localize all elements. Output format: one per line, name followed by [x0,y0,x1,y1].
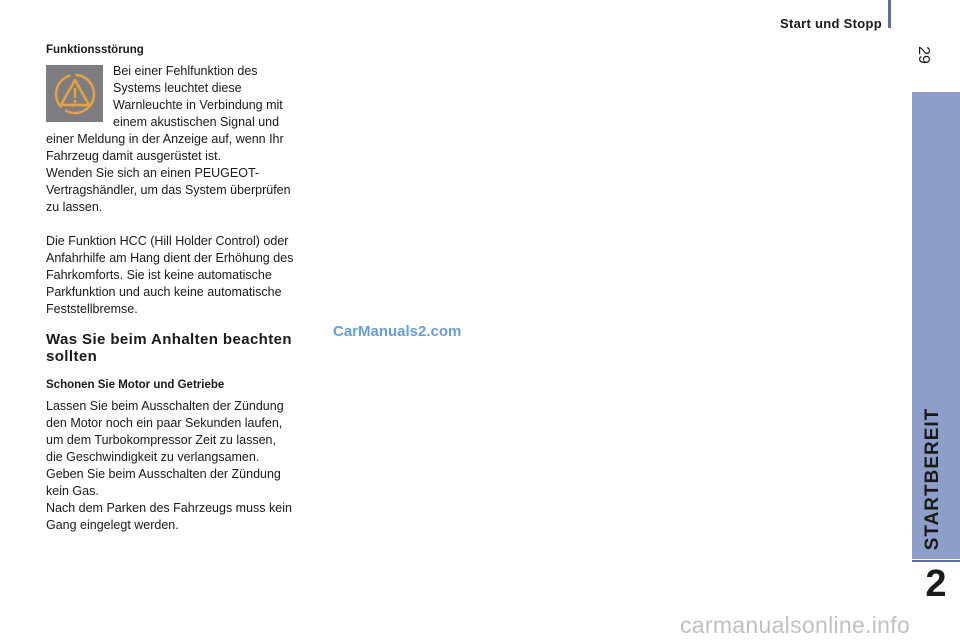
text-line: Fahrzeug damit ausgerüstet ist. [46,149,222,163]
text-line: Wenden Sie sich an einen PEUGEOT- [46,166,260,180]
text-line: Fahrkomforts. Sie ist keine automatische [46,268,272,282]
subheading-engine: Schonen Sie Motor und Getriebe [46,379,225,391]
warning-text [113,63,283,131]
section-title-malfunction: Funktionsstörung [46,44,144,56]
text-line: die Geschwindigkeit zu verlangsamen. [46,450,260,464]
section-heading-stopping [46,331,326,365]
text-line: Die Funktion HCC (Hill Holder Control) oder [46,234,289,248]
text-line: Anfahrhilfe am Hang dient der Erhöhung des [46,251,294,265]
text-line: Systems leuchtet diese [113,81,242,95]
text-line: kein Gas. [46,484,99,498]
text-line: zu lassen. [46,200,103,214]
text-line: Lassen Sie beim Ausschalten der Zündung [46,399,284,413]
text-line: einem akustischen Signal und [113,115,280,129]
text-line: Parkfunktion und auch keine automatische [46,285,282,299]
text-line: Gang eingelegt werden. [46,518,179,532]
text-line: Geben Sie beim Ausschalten der Zündung [46,467,281,481]
watermark-carmanuals2[interactable]: CarManuals2.com [333,323,462,340]
text-line: Vertragshändler, um das System überprüfen [46,183,291,197]
chapter-tab-text: STARTBEREIT [922,407,943,551]
text-line: einer Meldung in der Anzeige auf, wenn Ihr [46,132,284,146]
warning-lamp-icon [46,65,103,122]
text-line: Nach dem Parken des Fahrzeugs muss kein [46,501,292,515]
chapter-tab-label [908,404,958,554]
text-line: den Motor noch ein paar Sekunden laufen, [46,416,283,430]
chapter-number: 2 [925,563,947,605]
header-rule [888,0,891,28]
text-line: Bei einer Fehlfunktion des [113,64,258,78]
heading-line: sollten [46,348,98,365]
text-line: um dem Turbokompressor Zeit zu lassen, [46,433,276,447]
watermark-carmanualsonline[interactable]: carmanualsonline.info [680,612,911,638]
page-number: 29 [915,46,932,64]
warning-block [46,63,326,131]
tab-divider [912,560,960,562]
text-line: Feststellbremse. [46,302,138,316]
content-column [46,42,326,534]
text-line: Warnleuchte in Verbindung mit [113,98,283,112]
page-header-title: Start und Stopp [780,16,882,31]
heading-line: Was Sie beim Anhalten beachten [46,331,292,348]
